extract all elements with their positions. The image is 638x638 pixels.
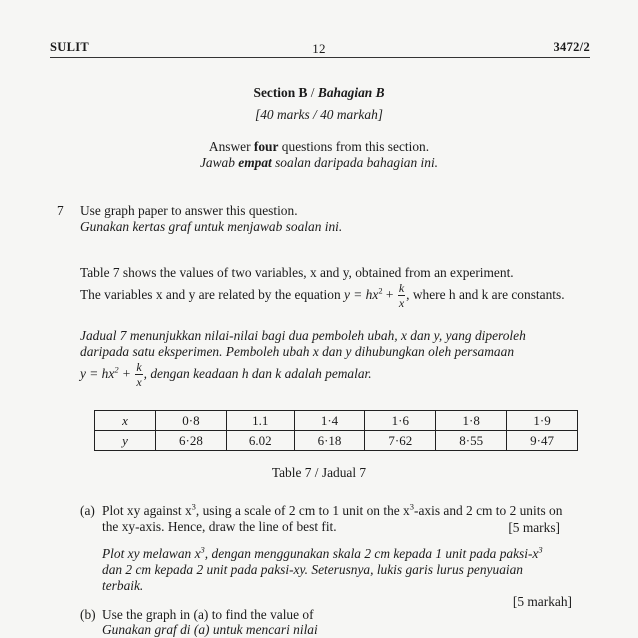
table-cell: 6·28: [156, 431, 227, 451]
part-a-my1-mid: , dengan menggunakan skala 2 cm kepada 1 unit pada paksi-x: [204, 546, 539, 561]
malay-paragraph-3: [80, 360, 372, 388]
section-instruction-malay: [0, 155, 638, 171]
intro2-post: , where h and k are constants.: [406, 287, 565, 302]
part-a-en1-mid: , using a scale of 2 cm to 1 unit on the x: [195, 503, 410, 518]
part-b-malay: Gunakan graf di (a) untuk mencari nilai: [102, 622, 318, 637]
header-sulit: SULIT: [50, 40, 90, 54]
instruction-pre: Answer: [208, 139, 254, 154]
malay-eq-fraction: [135, 361, 142, 388]
part-a-malay-1: [102, 546, 543, 562]
fraction-denominator: x: [398, 296, 405, 311]
instruction-bold: four: [253, 139, 279, 154]
instruction-post: questions from this section.: [278, 139, 430, 154]
part-a-marks-malay: [5 markah]: [512, 594, 572, 609]
fraction-numerator: k: [398, 281, 405, 296]
question-instruction-malay: Gunakan kertas graf untuk menjawab soalan ini.: [80, 219, 343, 234]
part-a-my1-pre: Plot xy melawan x: [102, 546, 201, 561]
question-intro-2: [80, 281, 565, 309]
table-cell: 0·8: [156, 411, 227, 431]
malay-eq-plus: +: [118, 366, 135, 381]
table-cell: 1·9: [507, 411, 578, 431]
table-cell: 6·18: [294, 431, 365, 451]
table-row-x: [95, 411, 578, 431]
question-instruction: Use graph paper to answer this question.: [80, 203, 298, 218]
table-cell: 1·8: [436, 411, 507, 431]
part-a-text-2: the xy-axis. Hence, draw the line of best fit.: [102, 519, 337, 534]
part-b-text: Use the graph in (a) to find the value of: [102, 607, 314, 622]
section-marks: [40 marks / 40 markah]: [255, 107, 383, 122]
equation-exponent: 2: [378, 285, 383, 296]
equation-fraction: [398, 282, 405, 309]
part-b-label: (b): [80, 607, 96, 622]
part-a-my-exp-1: 3: [200, 544, 205, 555]
instruction-malay-bold: empat: [238, 155, 272, 170]
table-y-label: y: [95, 431, 156, 451]
malay-eq-exponent: 2: [114, 364, 119, 375]
table-cell: 7·62: [365, 431, 436, 451]
malay-eq-lhs: y = hx: [80, 366, 115, 381]
table-x-label: x: [95, 411, 156, 431]
question-number: 7: [57, 203, 64, 218]
part-a-en1-pre: Plot xy against x: [102, 503, 192, 518]
section-instruction: [0, 139, 638, 155]
paper-code: 3472/2: [553, 40, 590, 54]
table-row-y: [95, 431, 578, 451]
instruction-malay-pre: Jawab: [199, 155, 239, 170]
malay-fraction-denominator: x: [136, 375, 142, 390]
table-cell: 9·47: [507, 431, 578, 451]
header-rule: [50, 57, 590, 58]
part-a-malay-3: terbaik.: [102, 578, 144, 593]
section-title-malay: Bahagian B: [317, 85, 385, 100]
part-a-label: (a): [80, 503, 95, 518]
equation-lhs: y = hx: [343, 287, 379, 302]
part-a-malay-2: dan 2 cm kepada 2 unit pada paksi-xy. Seterusnya, lukis garis lurus penyuaian: [102, 562, 524, 577]
page-number: 12: [312, 41, 326, 56]
table-cell: 6.02: [226, 431, 294, 451]
section-title: Section B: [253, 85, 308, 100]
section-heading: [0, 85, 638, 101]
part-a-text-1: [102, 503, 562, 519]
instruction-malay-post: soalan daripada bahagian ini.: [271, 155, 439, 170]
malay-paragraph-2: daripada satu eksperimen. Pemboleh ubah x dan y dihubungkan oleh persamaan: [80, 344, 515, 359]
part-a-my-exp-2: 3: [538, 544, 543, 555]
table-caption: Table 7 / Jadual 7: [271, 465, 367, 480]
part-a-exp-1: 3: [191, 501, 196, 512]
question-intro-1: Table 7 shows the values of two variables, x and y, obtained from an experiment.: [80, 265, 514, 280]
table-cell: 1.1: [226, 411, 294, 431]
table-cell: 1·4: [294, 411, 365, 431]
part-a-exp-2: 3: [409, 501, 414, 512]
section-slash: /: [310, 85, 315, 100]
intro2-pre: The variables x and y are related by the equation: [80, 287, 344, 302]
malay-fraction-numerator: k: [136, 360, 142, 375]
part-a-marks: [5 marks]: [508, 520, 560, 535]
table-cell: 8·55: [436, 431, 507, 451]
part-a-en1-post: -axis and 2 cm to 2 units on: [414, 503, 563, 518]
data-table: [94, 410, 578, 451]
table-cell: 1·6: [365, 411, 436, 431]
malay-paragraph-1: Jadual 7 menunjukkan nilai-nilai bagi dua pemboleh ubah, x dan y, yang diperoleh: [80, 328, 526, 343]
equation-plus: +: [382, 287, 397, 302]
malay-paragraph-3-post: , dengan keadaan h dan k adalah pemalar.: [143, 366, 372, 381]
